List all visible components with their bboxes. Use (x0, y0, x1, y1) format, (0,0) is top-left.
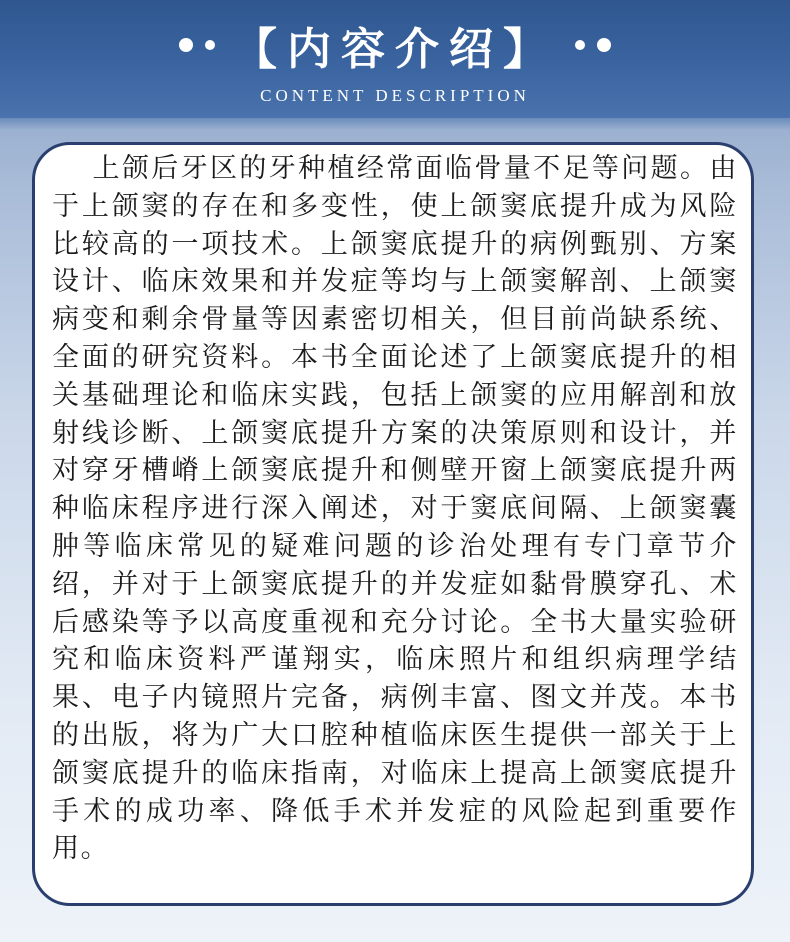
header-shadow-band (0, 118, 790, 130)
section-title: 【内容介绍】 (233, 24, 557, 75)
section-subtitle: CONTENT DESCRIPTION (260, 86, 530, 105)
dot-icon (205, 40, 215, 50)
description-body (52, 150, 738, 868)
title-row (0, 14, 790, 76)
dot-icon (597, 38, 611, 52)
dot-icon (575, 40, 585, 50)
left-dots-ornament (179, 38, 215, 52)
right-dots-ornament (575, 38, 611, 52)
description-paragraph: 上颌后牙区的牙种植经常面临骨量不足等问题。由于上颌窦的存在和多变性，使上颌窦底提升成为风险比较高的一项技术。上颌窦底提升的病例甄别、方案设计、临床效果和并发症等均与上颌窦解剖、上颌窦病变和剩余骨量等因素密切相关，但目前尚缺系统、全面的研究资料。本书全面论述了上颌窦底提升的相关基础理论和临床实践，包括上颌窦的应用解剖和放射线诊断、上颌窦底提升方案的决策原则和设计，并对穿牙槽嵴上颌窦底提升和侧壁开窗上颌窦底提升两种临床程序进行深入阐述，对于窦底间隔、上颌窦囊肿等临床常见的疑难问题的诊治处理有专门章节介绍，并对于上颌窦底提升的并发症如黏骨膜穿孔、术后感染等予以高度重视和充分讨论。全书大量实验研究和临床资料严谨翔实，临床照片和组织病理学结果、电子内镜照片完备，病例丰富、图文并茂。本书的出版，将为广大口腔种植临床医生提供一部关于上颌窦底提升的临床指南，对临床上提高上颌窦底提升手术的成功率、降低手术并发症的风险起到重要作用。 (52, 153, 738, 865)
dot-icon (179, 38, 193, 52)
